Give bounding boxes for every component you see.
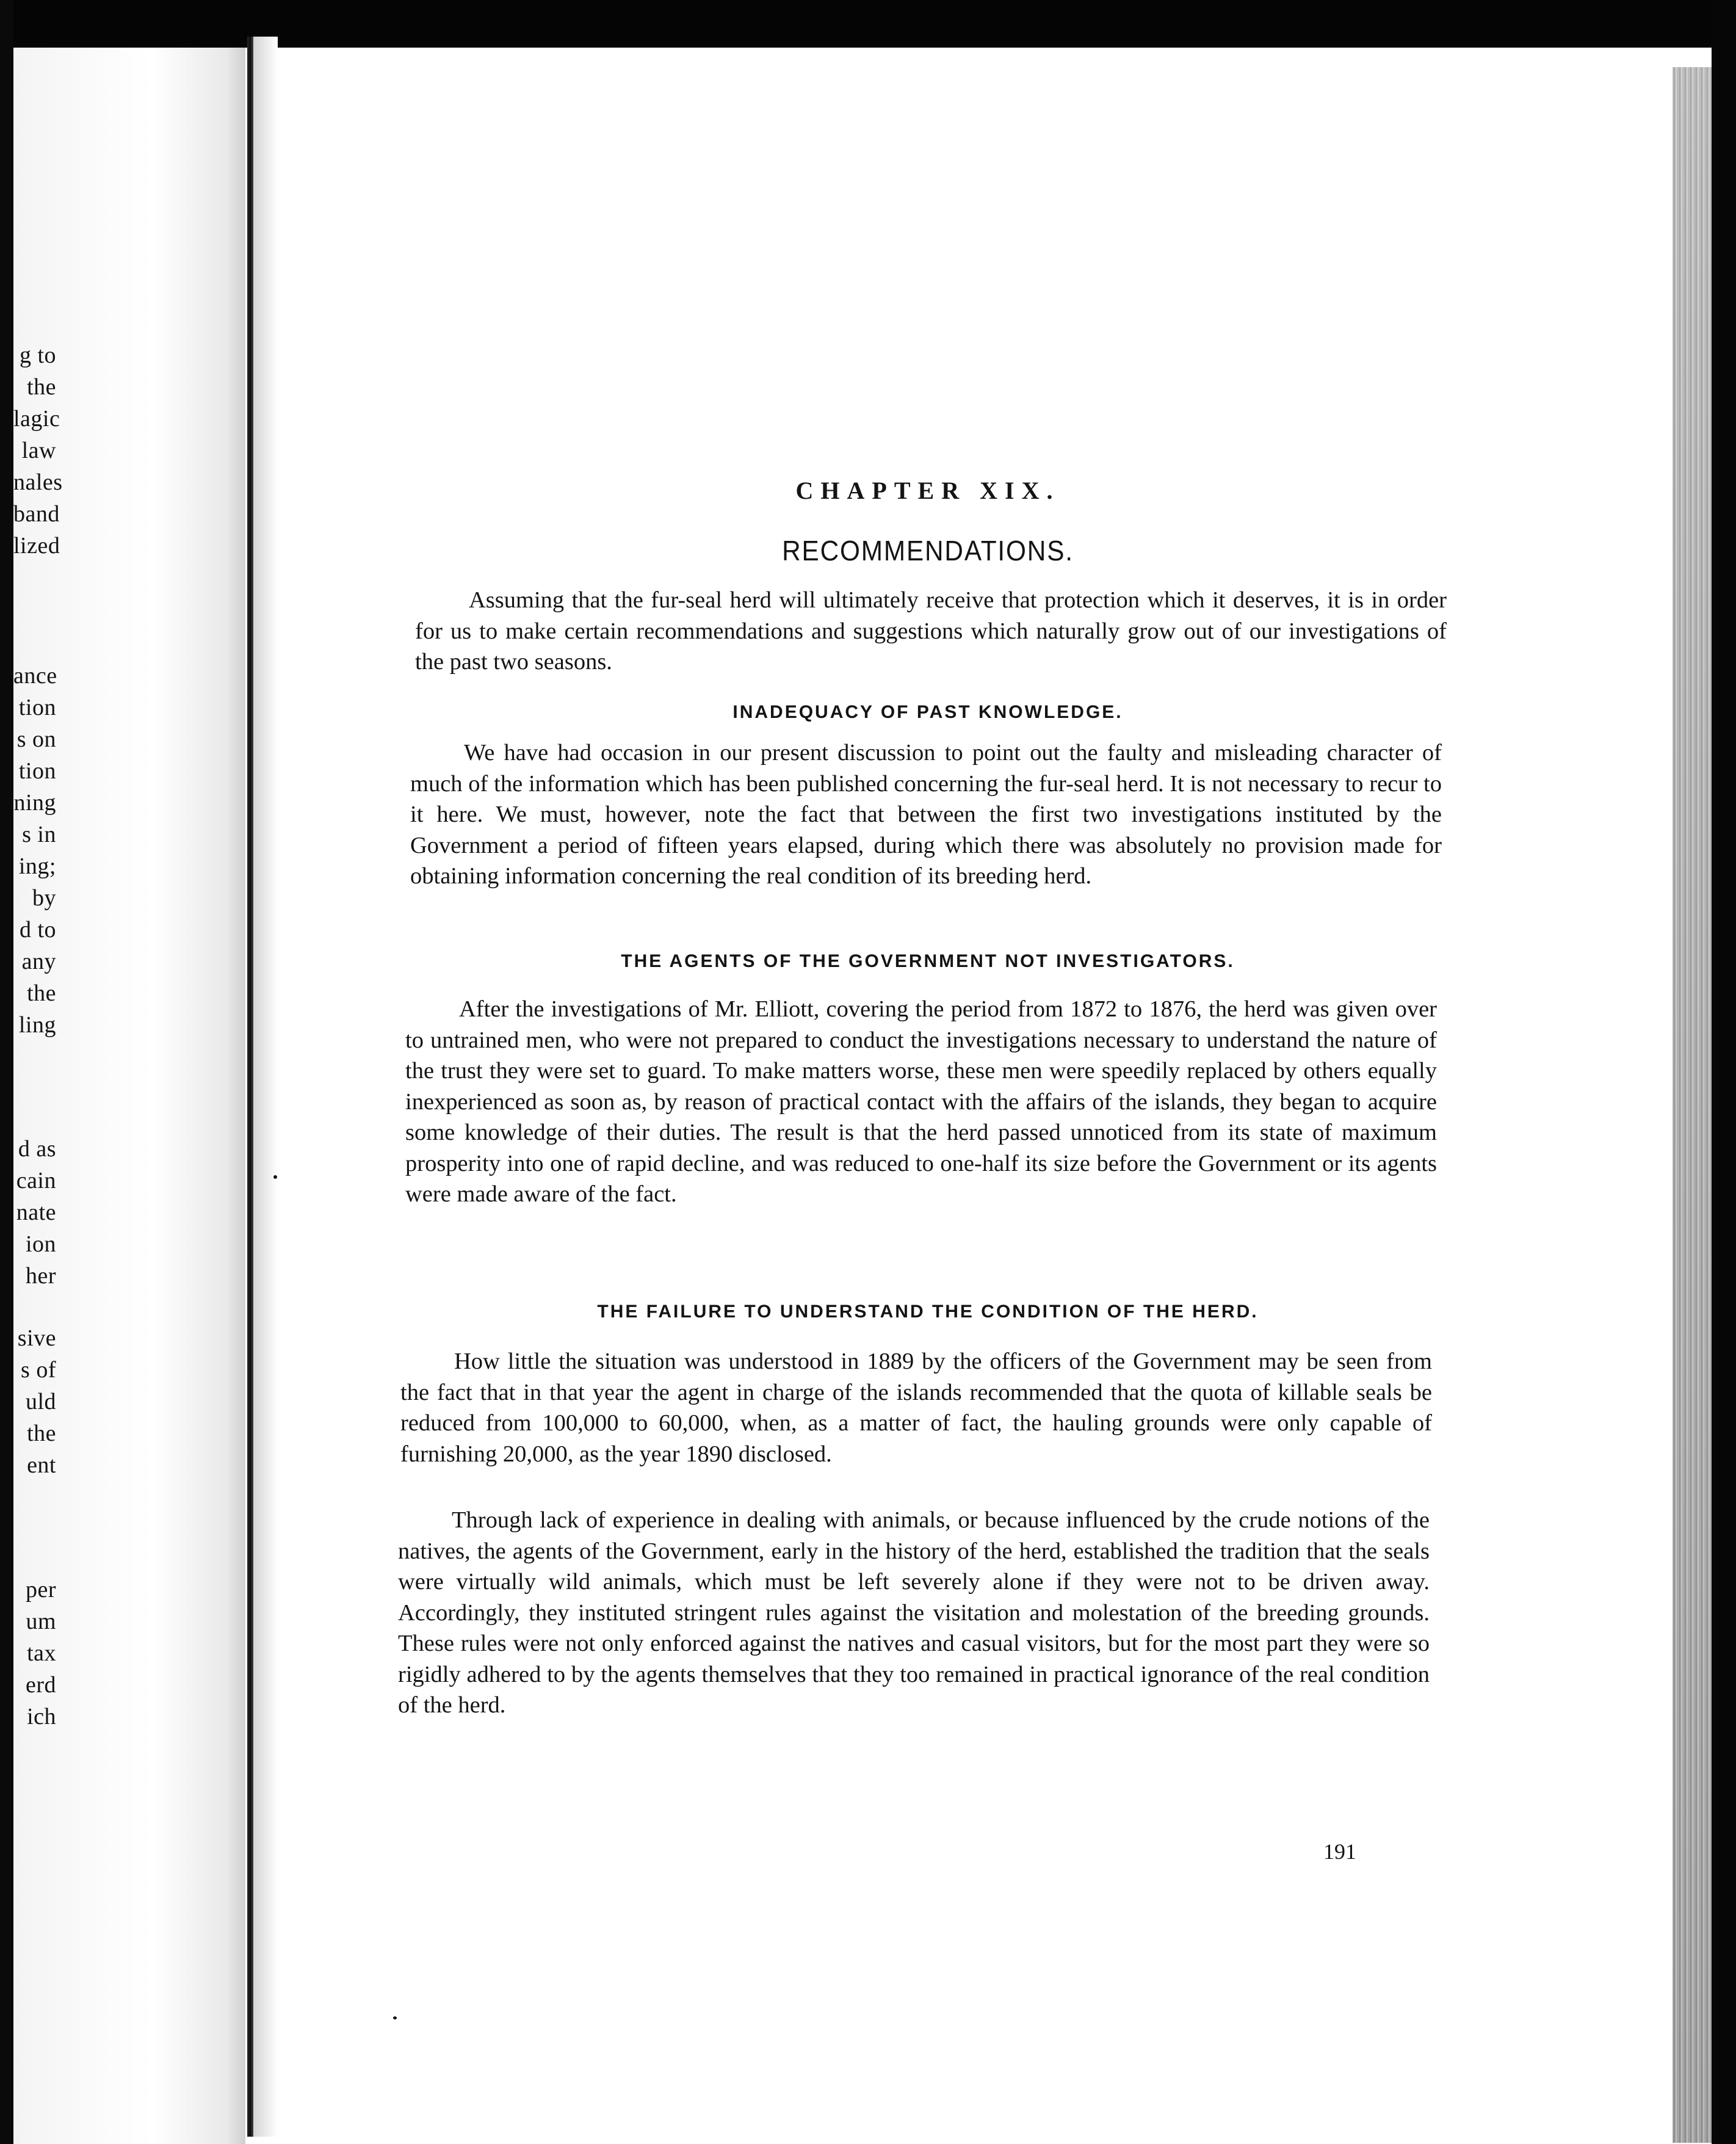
facing-page-fragment: lized (13, 533, 60, 559)
facing-page-fragment: the (27, 980, 56, 1006)
section-paragraph: We have had occasion in our present discussion to point out the faulty and misleading character of much of the information which has been published concerning the fur-seal herd. It is not necessary to recur to it here. We must, however, note the fact that between the first two investigations instituted by the Government a period of fifteen years elapsed, during which there was absolutely no provision made for obtaining information concerning the real condition of its breeding herd. (410, 740, 1442, 889)
section-paragraph: Through lack of experience in dealing with animals, or because influenced by the crude notions of the natives, the agents of the Government, early in the history of the herd, established the tradition that the seals were virtually wild animals, which must be left severely alone if they were not to be driven away. Accordingly, they instituted stringent rules against the visitation and molestation of the breeding grounds. These rules were not only enforced against the natives and casual visitors, but for the most part they were so rigidly adhered to by the agents themselves that they too remained in practical ignorance of the real condition of the herd. (398, 1507, 1430, 1718)
chapter-number: CHAPTER XIX. (795, 477, 1060, 504)
facing-page-fragment: the (27, 1421, 56, 1446)
facing-page-fragment: g to (19, 342, 56, 368)
facing-page-fragment: s on (16, 726, 56, 752)
facing-page (13, 48, 245, 2144)
scan-speck (273, 1175, 277, 1179)
facing-page-fragment: ance (13, 663, 57, 689)
facing-page-fragment: ich (27, 1704, 56, 1729)
facing-page-fragment: ning (13, 790, 56, 816)
facing-page-fragment: cain (16, 1168, 56, 1193)
intro-paragraph: Assuming that the fur-seal herd will ultimately receive that protection which it deserves, it is in order for us to make certain recommendations and suggestions which naturally grow out of our investigations of the past two seasons. (415, 587, 1447, 675)
scan-speck (393, 2016, 397, 2019)
facing-page-fragment: law (21, 438, 56, 463)
facing-page-fragment: ent (27, 1452, 56, 1478)
facing-page-fragment: tion (18, 695, 56, 720)
facing-page-fragment: lagic (13, 406, 60, 432)
scan-right-border (1712, 0, 1736, 2144)
facing-page-fragment: her (25, 1263, 56, 1289)
facing-page-fragment: nales (13, 469, 63, 495)
facing-page-fragment: um (26, 1609, 56, 1634)
page-number: 191 (1323, 1839, 1356, 1864)
facing-page-fragment: ion (25, 1231, 56, 1257)
facing-page-fragment: per (25, 1577, 56, 1603)
facing-page-fragment: s of (21, 1357, 56, 1383)
facing-page-fragment: d as (18, 1136, 56, 1162)
facing-page-fragment: tax (27, 1640, 56, 1666)
section-heading: INADEQUACY OF PAST KNOWLEDGE. (732, 702, 1123, 722)
facing-page-fragment: by (32, 885, 56, 911)
facing-page-fragment: d to (19, 917, 56, 943)
section-paragraph: After the investigations of Mr. Elliott, covering the period from 1872 to 1876, the herd was given over to untrained men, who were not prepared to conduct the investigations necessary to understand the nature of the trust they were set to guard. To make matters worse, these men were speedily replaced by others equally inexperienced as soon as, by reason of practical contact with the affairs of the islands, they began to acquire some knowledge of their duties. The result is that the herd passed unnoticed from its state of maximum prosperity into one of rapid decline, and was reduced to one-half its size before the Government or its agents were made aware of the fact. (405, 996, 1437, 1207)
facing-page-fragment: erd (25, 1672, 56, 1698)
facing-page-fragment: sive (17, 1325, 56, 1351)
page-edges (1673, 67, 1712, 2143)
facing-page-fragment: any (21, 949, 56, 974)
chapter-title: RECOMMENDATIONS. (782, 535, 1074, 567)
facing-page-fragment: uld (25, 1389, 56, 1414)
facing-page-fragment: band (13, 501, 60, 527)
gutter-shadow (253, 37, 278, 2137)
facing-page-text-fragments (13, 48, 245, 2144)
section-heading: THE AGENTS OF THE GOVERNMENT NOT INVESTIGATORS. (621, 951, 1235, 971)
section-heading: THE FAILURE TO UNDERSTAND THE CONDITION OF THE HERD. (597, 1302, 1259, 1322)
section-paragraph: How little the situation was understood in 1889 by the officers of the Government may be seen from the fact that in that year the agent in charge of the islands recommended that the quota of killable seals be reduced from 100,000 to 60,000, when, as a matter of fact, the hauling grounds were only capable of furnishing 20,000, as the year 1890 disclosed. (400, 1349, 1432, 1467)
facing-page-fragment: s in (22, 822, 56, 847)
book-gutter (247, 37, 253, 2137)
facing-page-fragment: the (27, 374, 56, 400)
facing-page-fragment: ling (18, 1012, 56, 1038)
facing-page-fragment: nate (16, 1200, 56, 1225)
scan-left-border (0, 0, 13, 2144)
facing-page-fragment: tion (18, 758, 56, 784)
facing-page-fragment: ing; (18, 853, 56, 879)
